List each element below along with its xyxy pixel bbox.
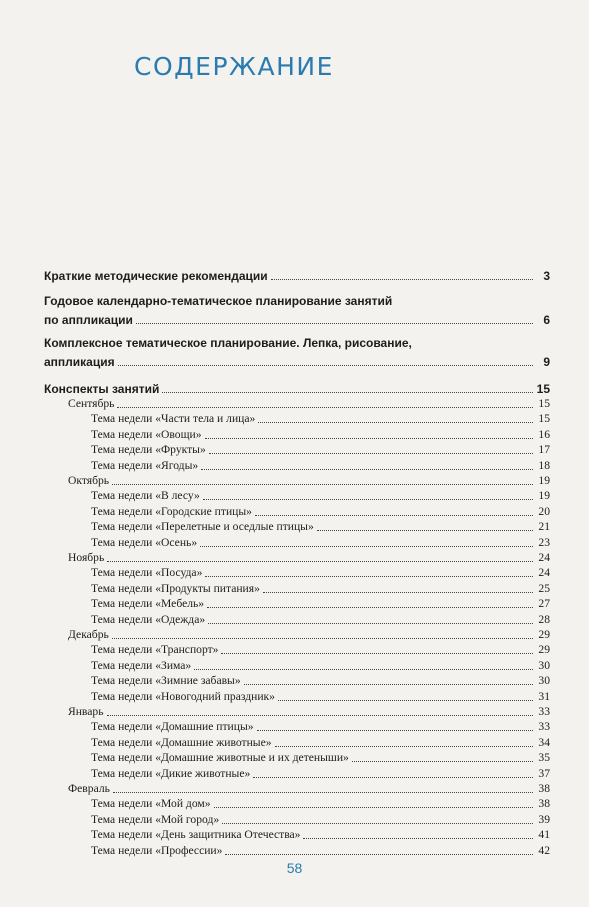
- toc-entry-month[interactable]: [44, 475, 550, 487]
- toc-entry-theme[interactable]: [44, 798, 550, 810]
- toc-entry-page: 24: [538, 566, 550, 580]
- toc-entry-label: Февраль: [68, 782, 110, 795]
- dot-leader: [271, 279, 533, 280]
- dot-leader: [225, 854, 533, 855]
- toc-entry-page: 39: [538, 812, 550, 826]
- dot-leader: [205, 576, 533, 577]
- toc-entry-page: 15: [538, 397, 550, 410]
- dot-leader: [221, 653, 533, 654]
- dot-leader: [200, 546, 533, 547]
- toc-entry-label: Тема недели «В лесу»: [91, 489, 200, 503]
- toc-entry-label: Тема недели «Одежда»: [91, 612, 206, 626]
- toc-entry-page: 23: [538, 535, 550, 549]
- toc-entry-month[interactable]: [44, 552, 550, 564]
- dot-leader: [201, 469, 533, 470]
- toc-entry-label: Тема недели «Домашние птицы»: [91, 720, 254, 734]
- dot-leader: [162, 392, 533, 393]
- dot-leader: [207, 607, 533, 608]
- dot-leader: [194, 669, 533, 670]
- toc-entry-major[interactable]: [44, 383, 550, 395]
- toc-entry-page: 30: [538, 674, 550, 688]
- toc-entry-theme[interactable]: [44, 614, 550, 626]
- toc-entry-label: Сентябрь: [68, 397, 115, 410]
- toc-entry-page: 34: [538, 735, 550, 749]
- toc-entry-page: 3: [543, 269, 550, 283]
- dot-leader: [303, 838, 533, 839]
- dot-leader: [263, 592, 533, 593]
- dot-leader: [107, 561, 533, 562]
- toc-entry-page: 16: [538, 427, 550, 441]
- toc-entry-theme[interactable]: [44, 829, 550, 841]
- dot-leader: [275, 746, 533, 747]
- toc-entry-major[interactable]: [44, 356, 550, 368]
- dot-leader: [136, 323, 533, 324]
- toc-entry-theme[interactable]: [44, 721, 550, 733]
- toc-entry-page: 28: [538, 612, 550, 626]
- dot-leader: [352, 761, 533, 762]
- toc-entry-label: Тема недели «Дикие животные»: [91, 766, 251, 780]
- toc-entry-page: 15: [536, 382, 550, 396]
- toc-entry-label: Тема недели «Мебель»: [91, 597, 205, 611]
- dot-leader: [205, 438, 533, 439]
- toc-entry-label: Тема недели «Домашние животные»: [91, 735, 272, 749]
- toc-entry-page: 41: [538, 828, 550, 842]
- dot-leader: [253, 777, 533, 778]
- toc-entry-major-line1: Годовое календарно-тематическое планирование занятий: [44, 294, 393, 308]
- toc-entry-theme[interactable]: [44, 737, 550, 749]
- toc-entry-label: Тема недели «Зимние забавы»: [91, 674, 241, 688]
- toc-entry-page: 24: [538, 551, 550, 564]
- toc-entry-label: Тема недели «Зима»: [91, 658, 192, 672]
- toc-entry-page: 33: [538, 720, 550, 734]
- page-number: 58: [286, 860, 303, 876]
- toc-entry-theme[interactable]: [44, 567, 550, 579]
- toc-entry-label: Ноябрь: [68, 551, 105, 564]
- toc-entry-theme[interactable]: [44, 583, 550, 595]
- toc-entry-major[interactable]: [44, 314, 550, 326]
- page-title: СОДЕРЖАНИЕ: [134, 52, 334, 81]
- toc-entry-theme[interactable]: [44, 768, 550, 780]
- toc-entry-month[interactable]: [44, 629, 550, 641]
- toc-entry-label: аппликация: [44, 355, 115, 369]
- toc-entry-month[interactable]: [44, 783, 550, 795]
- dot-leader: [208, 623, 533, 624]
- toc-entry-theme[interactable]: [44, 490, 550, 502]
- toc-entry-page: 15: [538, 412, 550, 426]
- toc-entry-label: Январь: [68, 705, 104, 718]
- toc-entry-month[interactable]: [44, 398, 550, 410]
- toc-entry-theme[interactable]: [44, 675, 550, 687]
- toc-entry-label: Тема недели «Осень»: [91, 535, 198, 549]
- toc-entry-page: 19: [538, 474, 550, 487]
- toc-entry-page: 33: [538, 705, 550, 718]
- dot-leader: [255, 515, 533, 516]
- toc-entry-theme[interactable]: [44, 752, 550, 764]
- toc-entry-page: 6: [543, 313, 550, 327]
- toc-entry-label: Конспекты занятий: [44, 382, 160, 396]
- toc-entry-major[interactable]: [44, 270, 550, 282]
- toc-entry-theme[interactable]: [44, 598, 550, 610]
- toc-entry-label: Тема недели «Мой дом»: [91, 797, 211, 811]
- toc-entry-page: 27: [538, 597, 550, 611]
- toc-entry-theme[interactable]: [44, 506, 550, 518]
- toc-entry-major-line1: Комплексное тематическое планирование. Лепка, рисование,: [44, 336, 412, 350]
- toc-entry-page: 29: [538, 643, 550, 657]
- toc-entry-page: 18: [538, 458, 550, 472]
- dot-leader: [112, 484, 533, 485]
- toc-entry-page: 17: [538, 443, 550, 457]
- dot-leader: [209, 453, 533, 454]
- toc-entry-label: по аппликации: [44, 313, 133, 327]
- toc-entry-theme[interactable]: [44, 413, 550, 425]
- toc-entry-page: 20: [538, 504, 550, 518]
- dot-leader: [244, 684, 533, 685]
- dot-leader: [257, 730, 533, 731]
- toc-entry-theme[interactable]: [44, 691, 550, 703]
- dot-leader: [118, 365, 533, 366]
- toc-entry-page: 37: [538, 766, 550, 780]
- toc-entry-theme[interactable]: [44, 814, 550, 826]
- toc-entry-label: Тема недели «Транспорт»: [91, 643, 219, 657]
- toc-entry-theme[interactable]: [44, 537, 550, 549]
- toc-entry-page: 30: [538, 658, 550, 672]
- toc-entry-label: Краткие методические рекомендации: [44, 269, 268, 283]
- dot-leader: [278, 700, 533, 701]
- toc-entry-theme[interactable]: [44, 845, 550, 857]
- toc-entry-page: 19: [538, 489, 550, 503]
- toc-entry-theme[interactable]: [44, 429, 550, 441]
- toc-entry-page: 25: [538, 581, 550, 595]
- toc-entry-page: 29: [538, 628, 550, 641]
- dot-leader: [214, 807, 533, 808]
- toc-entry-page: 42: [538, 843, 550, 857]
- toc-entry-label: Тема недели «День защитника Отечества»: [91, 828, 301, 842]
- toc-entry-page: 31: [538, 689, 550, 703]
- toc-entry-label: Тема недели «Фрукты»: [91, 443, 206, 457]
- toc-entry-label: Тема недели «Ягоды»: [91, 458, 199, 472]
- toc-entry-theme[interactable]: [44, 521, 550, 533]
- toc-entry-theme[interactable]: [44, 444, 550, 456]
- toc-entry-label: Тема недели «Городские птицы»: [91, 504, 252, 518]
- dot-leader: [258, 422, 533, 423]
- toc-entry-theme[interactable]: [44, 460, 550, 472]
- toc-entry-month[interactable]: [44, 706, 550, 718]
- toc-entry-label: Тема недели «Посуда»: [91, 566, 203, 580]
- toc-entry-label: Тема недели «Мой город»: [91, 812, 220, 826]
- toc-entry-label: Тема недели «Новогодний праздник»: [91, 689, 275, 703]
- toc-entry-page: 38: [538, 797, 550, 811]
- toc-entry-label: Тема недели «Профессии»: [91, 843, 223, 857]
- toc-entry-label: Тема недели «Части тела и лица»: [91, 412, 256, 426]
- toc-entry-theme[interactable]: [44, 644, 550, 656]
- toc-entry-page: 21: [538, 520, 550, 534]
- toc-entry-label: Тема недели «Овощи»: [91, 427, 202, 441]
- toc-entry-label: Тема недели «Перелетные и оседлые птицы»: [91, 520, 314, 534]
- toc-entry-page: 35: [538, 751, 550, 765]
- dot-leader: [112, 638, 533, 639]
- dot-leader: [317, 530, 533, 531]
- dot-leader: [117, 407, 533, 408]
- toc-entry-page: 9: [543, 355, 550, 369]
- toc-entry-label: Октябрь: [68, 474, 110, 487]
- toc-entry-label: Декабрь: [68, 628, 109, 641]
- toc-entry-page: 38: [538, 782, 550, 795]
- dot-leader: [203, 499, 533, 500]
- dot-leader: [222, 823, 533, 824]
- toc-entry-label: Тема недели «Домашние животные и их детеныши»: [91, 751, 349, 765]
- toc-entry-theme[interactable]: [44, 660, 550, 672]
- toc-entry-label: Тема недели «Продукты питания»: [91, 581, 260, 595]
- dot-leader: [107, 715, 534, 716]
- dot-leader: [113, 792, 533, 793]
